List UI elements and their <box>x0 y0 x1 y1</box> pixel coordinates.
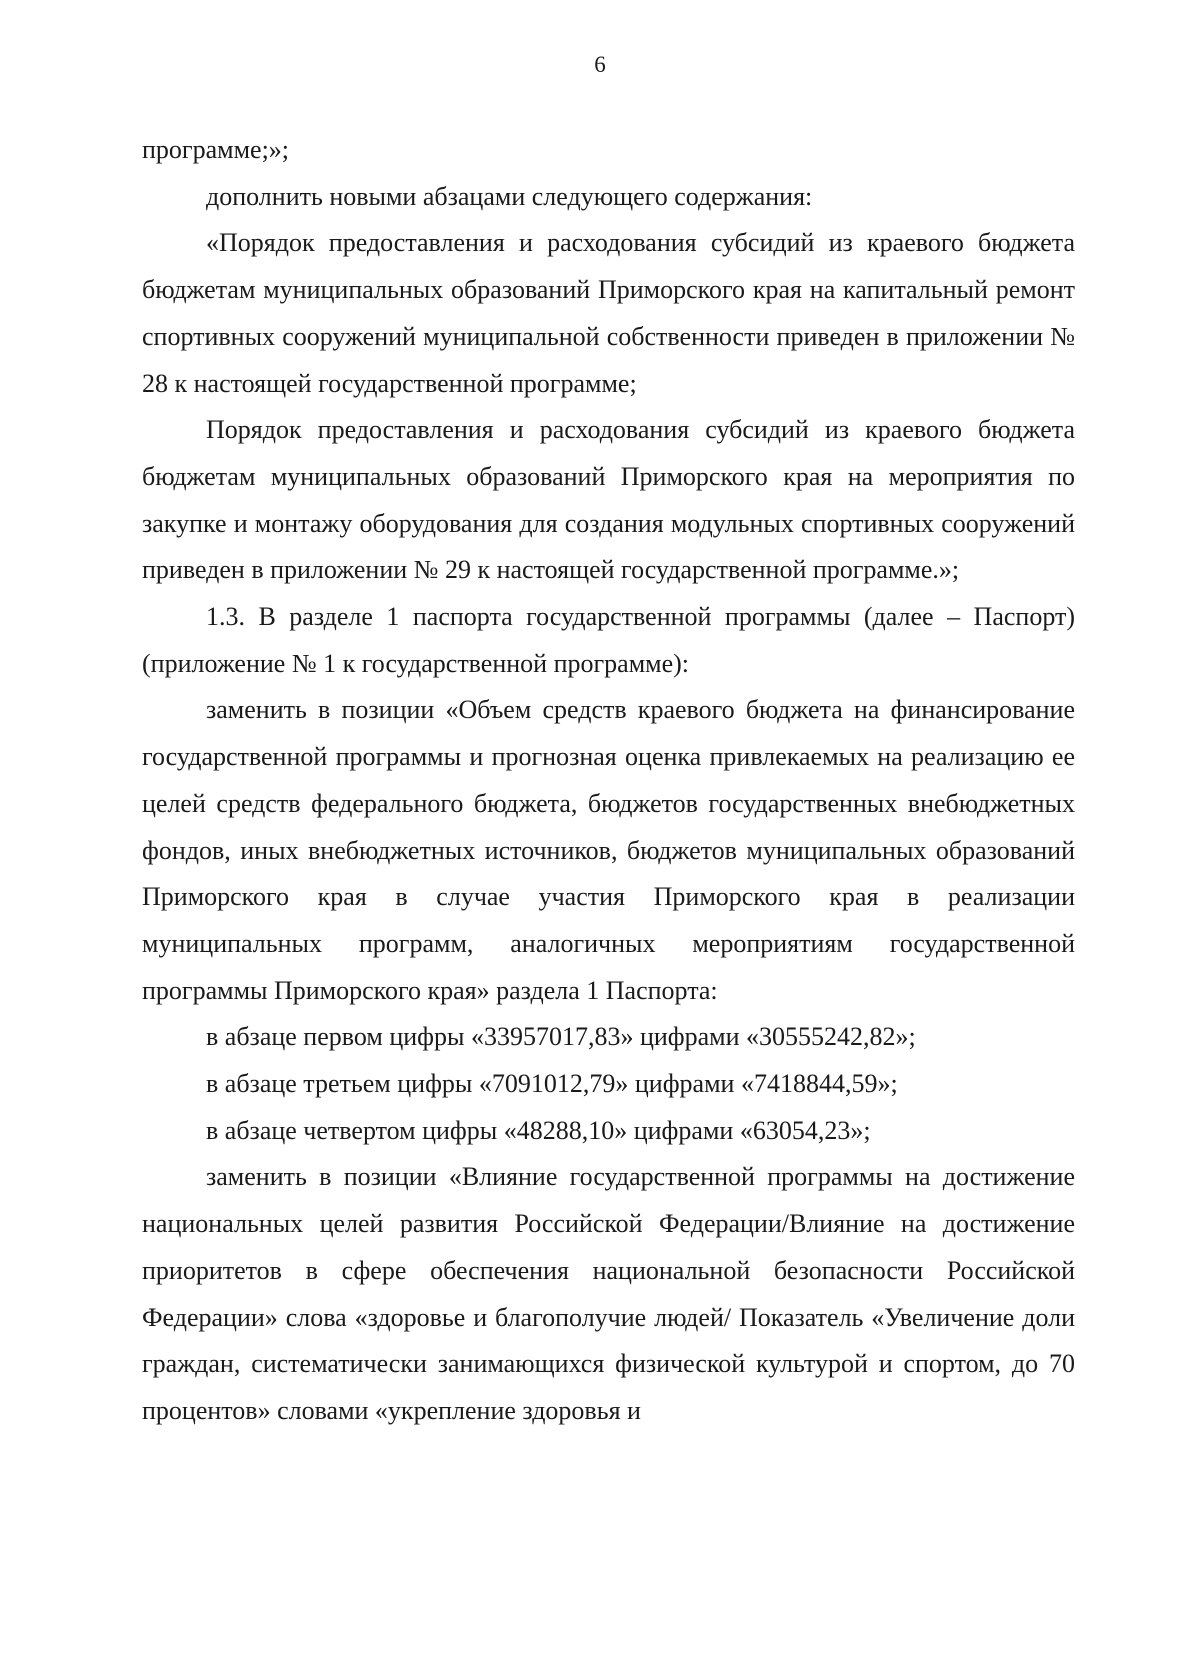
paragraph: дополнить новыми абзацами следующего содержания: <box>206 181 813 211</box>
paragraph: «Порядок предоставления и расходования субсидий из краевого бюджета бюджетам муниципальных образований Приморского края на капитальный ремонт спортивных сооружений муниципальной собственности приведен в приложении № 28 к настоящей государственной программе; <box>142 228 1075 398</box>
paragraph: заменить в позиции «Объем средств краевого бюджета на финансирование государственной программы и прогнозная оценка привлекаемых на реализацию ее целей средств федерального бюджета, бюджетов государственных внебюджетных фондов, иных внебюджетных источников, бюджетов муниципальных образований Приморского края в случае участия Приморского края в реализации муниципальных программ, аналогичных мероприятиям государственной программы Приморского края» раздела 1 Паспорта: <box>142 695 1075 1005</box>
paragraph: заменить в позиции «Влияние государственной программы на достижение национальных целей развития Российской Федерации/Влияние на достижение приоритетов в сфере обеспечения национальной безопасности Российской Федерации» слова «здоровье и благополучие людей/ Показатель «Увеличение доли граждан, систематически занимающихся физической культурой и спортом, до 70 процентов» словами «укрепление здоровья и <box>142 1162 1075 1425</box>
paragraph: Порядок предоставления и расходования субсидий из краевого бюджета бюджетам муниципальных образований Приморского края на мероприятия по закупке и монтажу оборудования для создания модульных спортивных сооружений приведен в приложении № 29 к настоящей государственной программе.»; <box>142 415 1075 585</box>
paragraph: в абзаце первом цифры «33957017,83» цифрами «30555242,82»; <box>206 1022 916 1052</box>
paragraph: в абзаце третьем цифры «7091012,79» цифрами «7418844,59»; <box>206 1069 898 1099</box>
paragraph: 1.3. В разделе 1 паспорта государственной программы (далее – Паспорт) (приложение № 1 к государственной программе): <box>142 602 1075 678</box>
paragraph: программе;»; <box>142 135 290 164</box>
page-number: 6 <box>594 52 606 77</box>
document-body <box>142 127 1075 1435</box>
paragraph: в абзаце четвертом цифры «48288,10» цифрами «63054,23»; <box>206 1115 871 1145</box>
